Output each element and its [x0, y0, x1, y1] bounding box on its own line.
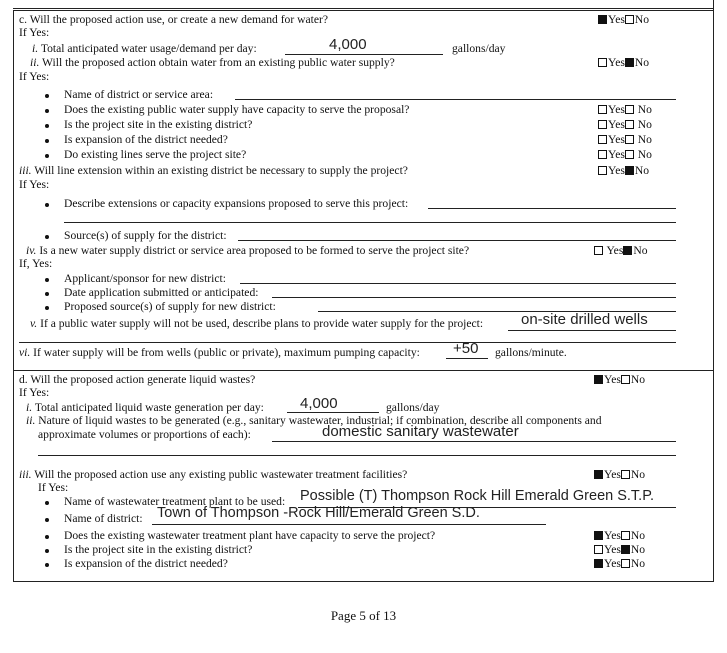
if-yes-label: If Yes: [19, 26, 50, 39]
bullet-date: Date application submitted or anticipated: [64, 286, 259, 299]
bullet-lines: Do existing lines serve the project site? [64, 148, 247, 161]
checkbox-d[interactable]: Yes No [594, 373, 645, 386]
bullet-plant-name: Name of wastewater treatment plant to be used: [64, 495, 286, 508]
item-c-i: i. Total anticipated water usage/demand per day: [32, 42, 257, 55]
bullet-expansion: Is expansion of the district needed? [64, 133, 228, 146]
district-value[interactable]: Town of Thompson -Rock Hill/Emerald Green S.D. [157, 505, 480, 521]
district-line [152, 524, 546, 525]
d-i-unit: gallons/day [386, 401, 440, 414]
item-c-v: v. If a public water supply will not be used, describe plans to provide water supply for the project: [30, 317, 484, 330]
bullet [45, 501, 49, 505]
bullet [45, 235, 49, 239]
bullet [45, 292, 49, 296]
checkbox-plant-capacity[interactable]: Yes No [594, 529, 645, 542]
item-d-iii: iii. Will the proposed action use any existing public wastewater treatment facilities? [19, 468, 408, 481]
bullet [45, 563, 49, 567]
district-name-line[interactable] [235, 99, 676, 100]
extensions-line-2[interactable] [64, 222, 676, 223]
d-ii-line-2[interactable] [38, 455, 676, 456]
v-underline [508, 330, 676, 331]
item-c-iv: iv. Is a new water supply district or service area proposed to be formed to serve the project site? [26, 244, 470, 257]
bullet [45, 109, 49, 113]
page-number: Page 5 of 13 [330, 608, 397, 623]
bullet [45, 549, 49, 553]
bullet [45, 139, 49, 143]
if-yes-label: If Yes: [19, 70, 50, 83]
c-i-unit: gallons/day [452, 42, 506, 55]
checkbox-lines[interactable]: Yes No [598, 148, 652, 161]
item-c-iii: iii. Will line extension within an existing district be necessary to supply the project? [19, 164, 408, 177]
v-line-2[interactable] [19, 342, 676, 343]
top-rule [13, 8, 713, 9]
source-line[interactable] [238, 240, 676, 241]
bullet-capacity: Does the existing public water supply have capacity to serve the proposal? [64, 103, 410, 116]
bullet-proposed-source: Proposed source(s) of supply for new district: [64, 300, 276, 313]
question-d: d. Will the proposed action generate liquid wastes? [19, 373, 256, 386]
item-d-ii-line2: approximate volumes or proportions of each): [38, 428, 251, 441]
pumping-capacity-value[interactable]: +50 [453, 340, 479, 357]
if-yes-label: If Yes: [19, 178, 50, 191]
checkbox-c-iv[interactable]: Yes No [594, 244, 648, 257]
bullet-district-expansion: Is expansion of the district needed? [64, 557, 228, 570]
water-demand-value[interactable]: 4,000 [329, 36, 367, 53]
checkbox-capacity[interactable]: Yes No [598, 103, 652, 116]
yes-checkbox[interactable] [598, 15, 607, 24]
checkbox-d-iii[interactable]: Yes No [594, 468, 645, 481]
vi-unit: gallons/minute. [495, 346, 567, 359]
bullet [45, 535, 49, 539]
item-d-i: i. Total anticipated liquid waste generation per day: [26, 401, 264, 414]
bullet [45, 518, 49, 522]
water-supply-plan-value[interactable]: on-site drilled wells [521, 311, 648, 328]
bullet [45, 94, 49, 98]
extensions-line[interactable] [428, 208, 676, 209]
date-line[interactable] [272, 297, 676, 298]
bullet-in-district: Is the project site in the existing district? [64, 118, 253, 131]
applicant-line[interactable] [240, 283, 676, 284]
if-yes-label: If Yes: [19, 386, 50, 399]
checkbox-district-expansion[interactable]: Yes No [594, 557, 645, 570]
bullet-source: Source(s) of supply for the district: [64, 229, 227, 242]
checkbox-expansion[interactable]: Yes No [598, 133, 652, 146]
item-c-vi: vi. If water supply will be from wells (public or private), maximum pumping capacity: [19, 346, 420, 359]
item-c-ii: ii. Will the proposed action obtain water from an existing public water supply? [30, 56, 395, 69]
item-d-ii: ii. Nature of liquid wastes to be generated (e.g., sanitary wastewater, industrial; if combination, describe all components and [26, 414, 602, 427]
if-yes-label: If, Yes: [19, 257, 53, 270]
checkbox-c-ii[interactable]: Yes No [598, 56, 649, 69]
plant-name-value[interactable]: Possible (T) Thompson Rock Hill Emerald Green S.T.P. [300, 488, 655, 504]
bullet [45, 124, 49, 128]
c-i-underline [285, 54, 443, 55]
bullet-extensions: Describe extensions or capacity expansions proposed to serve this project: [64, 197, 409, 210]
checkbox-c[interactable]: Yes No [598, 13, 649, 26]
bullet [45, 203, 49, 207]
waste-nature-value[interactable]: domestic sanitary wastewater [322, 423, 519, 440]
bullet-applicant: Applicant/sponsor for new district: [64, 272, 226, 285]
checkbox-c-iii[interactable]: Yes No [598, 164, 649, 177]
bullet [45, 306, 49, 310]
d-i-underline [287, 412, 379, 413]
bullet-district: Name of district: [64, 512, 143, 525]
question-c: c. Will the proposed action use, or create a new demand for water? [19, 13, 329, 26]
bullet [45, 278, 49, 282]
waste-generation-value[interactable]: 4,000 [300, 395, 338, 412]
bullet-plant-capacity: Does the existing wastewater treatment plant have capacity to serve the project? [64, 529, 436, 542]
vi-underline [446, 358, 488, 359]
d-ii-underline [272, 441, 676, 442]
checkbox-in-district[interactable]: Yes No [598, 118, 652, 131]
checkbox-site-in-district[interactable]: Yes No [594, 543, 645, 556]
top-right-edge [713, 0, 714, 10]
bullet-site-in-district: Is the project site in the existing district? [64, 543, 253, 556]
if-yes-label: If Yes: [38, 481, 69, 494]
section-divider [13, 370, 714, 371]
bullet [45, 154, 49, 158]
no-checkbox[interactable] [625, 15, 634, 24]
bullet-district-name: Name of district or service area: [64, 88, 214, 101]
